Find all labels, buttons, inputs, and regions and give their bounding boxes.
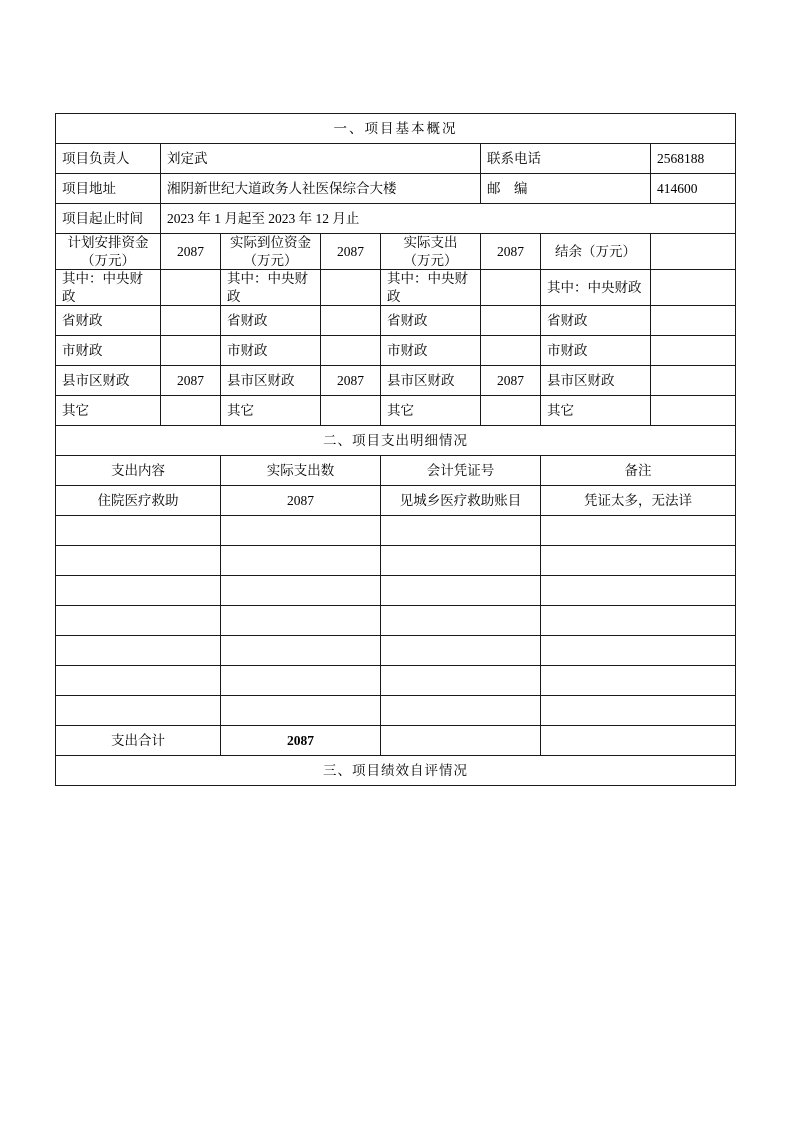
spent-funds-value: 2087: [481, 234, 541, 270]
table-row: [56, 576, 736, 606]
fund-row-label: 省财政: [221, 306, 321, 336]
expense-note: [541, 606, 736, 636]
table-row: [56, 636, 736, 666]
fund-row-value: 2087: [321, 366, 381, 396]
fund-row-label: 市财政: [541, 336, 651, 366]
fund-row-label: 其中：中央财政: [381, 270, 481, 306]
table-row: [56, 174, 736, 204]
fund-row-value: [321, 336, 381, 366]
received-funds-label-line2: （万元）: [243, 252, 298, 268]
fund-row-value: [481, 396, 541, 426]
address-label: 项目地址: [56, 174, 161, 204]
fund-row-label: 省财政: [56, 306, 161, 336]
fund-row-value: [651, 396, 736, 426]
table-row: [56, 606, 736, 636]
expense-header-content: 支出内容: [56, 456, 221, 486]
expense-amount: [221, 666, 381, 696]
section-title-row: [56, 114, 736, 144]
phone-value: 2568188: [651, 144, 736, 174]
fund-row-value: [651, 336, 736, 366]
expense-content: [56, 516, 221, 546]
planned-funds-label: [56, 234, 161, 270]
table-row: [56, 270, 736, 306]
fund-row-value: [651, 270, 736, 306]
planned-funds-label-line2: （万元）: [81, 252, 135, 268]
manager-label: 项目负责人: [56, 144, 161, 174]
section-2-title: 二、项目支出明细情况: [56, 426, 736, 456]
expense-total-value: 2087: [221, 726, 381, 756]
expense-header-note: 备注: [541, 456, 736, 486]
performance-report-table: [55, 113, 736, 786]
fund-row-value: [481, 306, 541, 336]
address-value: 湘阴新世纪大道政务人社医保综合大楼: [161, 174, 481, 204]
table-header-row: [56, 456, 736, 486]
phone-label: 联系电话: [481, 144, 651, 174]
table-total-row: [56, 726, 736, 756]
section-1-title: 一、项目基本概况: [56, 114, 736, 144]
fund-row-value: [321, 270, 381, 306]
expense-voucher: [381, 576, 541, 606]
table-row: [56, 666, 736, 696]
expense-voucher: [381, 666, 541, 696]
expense-header-amount: 实际支出数: [221, 456, 381, 486]
expense-note: [541, 516, 736, 546]
fund-row-value: [481, 270, 541, 306]
manager-value: 刘定武: [161, 144, 481, 174]
expense-content: [56, 696, 221, 726]
table-row: [56, 486, 736, 516]
spent-funds-label: [381, 234, 481, 270]
table-row: [56, 366, 736, 396]
fund-row-value: [161, 336, 221, 366]
fund-row-value: [161, 270, 221, 306]
table-row: [56, 306, 736, 336]
expense-note: 凭证太多，无法详: [541, 486, 736, 516]
section-title-row: [56, 756, 736, 786]
expense-note: [541, 666, 736, 696]
table-row: [56, 144, 736, 174]
fund-row-label: 其中：中央财政: [541, 270, 651, 306]
fund-row-label: 市财政: [381, 336, 481, 366]
fund-row-value: [161, 306, 221, 336]
expense-content: [56, 546, 221, 576]
fund-row-value: [481, 336, 541, 366]
fund-row-value: [321, 396, 381, 426]
expense-amount: [221, 516, 381, 546]
spent-funds-label-line2: （万元）: [403, 252, 458, 268]
fund-row-value: [651, 306, 736, 336]
fund-row-value: [651, 366, 736, 396]
expense-content: 住院医疗救助: [56, 486, 221, 516]
table-row: [56, 204, 736, 234]
expense-voucher: [381, 516, 541, 546]
expense-header-voucher: 会计凭证号: [381, 456, 541, 486]
expense-total-note: [541, 726, 736, 756]
expense-content: [56, 666, 221, 696]
balance-funds-label: 结余（万元）: [541, 234, 651, 270]
fund-row-value: [321, 306, 381, 336]
expense-content: [56, 636, 221, 666]
table-row: [56, 234, 736, 270]
section-3-title: 三、项目绩效自评情况: [56, 756, 736, 786]
fund-row-label: 其它: [56, 396, 161, 426]
fund-row-label: 省财政: [381, 306, 481, 336]
planned-funds-value: 2087: [161, 234, 221, 270]
fund-row-label: 市财政: [56, 336, 161, 366]
fund-row-value: 2087: [481, 366, 541, 396]
expense-note: [541, 696, 736, 726]
spent-funds-label-line1: 实际支出: [403, 235, 458, 250]
expense-note: [541, 636, 736, 666]
postcode-label: 邮 编: [481, 174, 651, 204]
expense-content: [56, 606, 221, 636]
expense-content: [56, 576, 221, 606]
expense-amount: 2087: [221, 486, 381, 516]
expense-note: [541, 546, 736, 576]
expense-amount: [221, 606, 381, 636]
table-row: [56, 396, 736, 426]
fund-row-label: 其中：中央财政: [56, 270, 161, 306]
table-row: [56, 336, 736, 366]
table-row: [56, 696, 736, 726]
postcode-value: 414600: [651, 174, 736, 204]
fund-row-label: 其中：中央财政: [221, 270, 321, 306]
fund-row-value: [161, 396, 221, 426]
section-title-row: [56, 426, 736, 456]
table-row: [56, 546, 736, 576]
expense-total-voucher: [381, 726, 541, 756]
fund-row-label: 县市区财政: [381, 366, 481, 396]
expense-note: [541, 576, 736, 606]
expense-voucher: [381, 546, 541, 576]
fund-row-label: 县市区财政: [541, 366, 651, 396]
balance-funds-value: [651, 234, 736, 270]
fund-row-label: 县市区财政: [56, 366, 161, 396]
period-value: 2023 年 1 月起至 2023 年 12 月止: [161, 204, 736, 234]
fund-row-label: 其它: [541, 396, 651, 426]
table-row: [56, 516, 736, 546]
fund-row-label: 其它: [381, 396, 481, 426]
expense-voucher: [381, 696, 541, 726]
fund-row-label: 市财政: [221, 336, 321, 366]
fund-row-label: 省财政: [541, 306, 651, 336]
received-funds-label: [221, 234, 321, 270]
expense-amount: [221, 576, 381, 606]
expense-amount: [221, 636, 381, 666]
fund-row-label: 其它: [221, 396, 321, 426]
received-funds-value: 2087: [321, 234, 381, 270]
expense-voucher: 见城乡医疗救助账目: [381, 486, 541, 516]
planned-funds-label-line1: 计划安排资金: [67, 235, 149, 250]
expense-voucher: [381, 636, 541, 666]
fund-row-label: 县市区财政: [221, 366, 321, 396]
expense-amount: [221, 696, 381, 726]
expense-total-label: 支出合计: [56, 726, 221, 756]
fund-row-value: 2087: [161, 366, 221, 396]
expense-voucher: [381, 606, 541, 636]
received-funds-label-line1: 实际到位资金: [230, 235, 311, 250]
expense-amount: [221, 546, 381, 576]
period-label: 项目起止时间: [56, 204, 161, 234]
